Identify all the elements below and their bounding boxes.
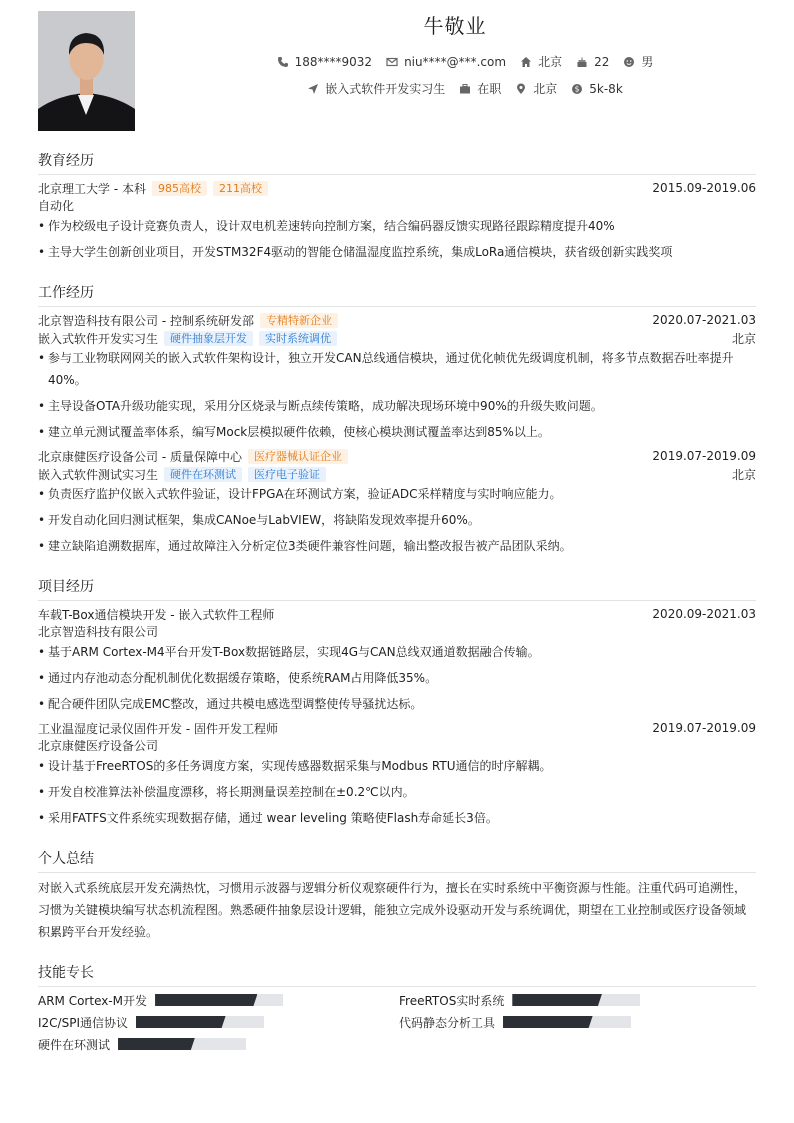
email-item [386,55,506,69]
skill-item [399,1014,631,1030]
skill-name: ARM Cortex-M开发 [38,993,148,1008]
job-city: 北京 [731,467,756,482]
role-tag: 医疗电子验证 [248,467,326,482]
job-bullet-continuation: 40%。 [48,373,87,387]
project-date: 2020.09-2021.03 [652,607,756,621]
skill-name: FreeRTOS实时系统 [399,993,505,1008]
skill-bar-fill [155,994,257,1006]
job-role-row [38,465,756,483]
education-major: 自动化 [38,199,75,213]
home-city-text: 北京 [538,55,563,69]
project-bullet: • 基于ARM Cortex-M4平台开发T-Box数据链路层，实现4G与CAN总线双通道数据融合传输。 [38,641,738,663]
education-tag: 211高校 [213,181,268,196]
candidate-name: 牛敬业 [423,14,487,38]
gender-icon [623,56,635,68]
job-role: 嵌入式软件测试实习生 [38,467,159,482]
salary-icon [571,83,583,95]
svg-text:$: $ [574,84,580,94]
skill-bar [512,994,640,1006]
salary-item [571,82,623,96]
summary-title: 个人总结 [38,848,756,873]
gender-item [623,53,653,70]
job-role-row [38,329,756,347]
education-title: 教育经历 [38,150,756,175]
mail-icon [386,56,398,68]
role-tag: 硬件抽象层开发 [164,331,253,346]
job-header-row [38,311,756,329]
skill-bar [503,1016,631,1028]
job-bullet: • 建立缺陷追溯数据库，通过故障注入分析定位3类硬件兼容性问题，输出整改报告被产品团队采纳。 [38,535,738,557]
role-tag: 硬件在环测试 [164,467,242,482]
contact-row [136,53,794,70]
project-name: 车载T-Box通信模块开发 - 嵌入式软件工程师 [38,607,275,622]
skill-item [38,992,283,1008]
email-text: niu****@***.com [404,54,507,69]
company-tag: 专精特新企业 [260,313,338,328]
briefcase-icon [459,83,471,95]
skill-bar-fill [503,1016,593,1028]
phone-item [277,55,372,69]
project-company: 北京智造科技有限公司 [38,625,159,639]
job-role: 嵌入式软件开发实习生 [38,331,159,346]
project-bullet: • 开发自校准算法补偿温度漂移，将长期测量误差控制在±0.2℃以内。 [38,781,738,803]
home-city-item [520,53,562,70]
job-city: 北京 [731,331,756,346]
project-header-row [38,605,756,623]
skill-bar [136,1016,264,1028]
school-line: 北京理工大学 - 本科 [38,181,146,196]
target-city-item [515,80,557,97]
skill-name: 代码静态分析工具 [399,1015,496,1030]
home-icon [520,56,532,68]
status-item [459,80,501,97]
send-icon [307,83,319,95]
company-line: 北京康健医疗设备公司 - 质量保障中心 [38,449,242,464]
work-title: 工作经历 [38,282,756,307]
job-bullet: • 开发自动化回归测试框架，集成CANoe与LabVIEW，将缺陷发现效率提升60%。 [38,509,738,531]
phone-icon [277,56,289,68]
status-text: 在职 [477,82,502,96]
job-date: 2020.07-2021.03 [652,313,756,327]
target-position-text: 嵌入式软件开发实习生 [325,82,446,96]
project-bullet: • 配合硬件团队完成EMC整改，通过共模电感选型调整使传导骚扰达标。 [38,693,738,715]
gender-text: 男 [641,55,654,69]
skills-title: 技能专长 [38,962,756,987]
company-line: 北京智造科技有限公司 - 控制系统研发部 [38,313,254,328]
skill-item [399,992,640,1008]
project-bullet: • 采用FATFS文件系统实现数据存储，通过 wear leveling 策略使Flash寿命延长3倍。 [38,807,738,829]
salary-text: 5k-8k [589,81,623,96]
job-header-row [38,447,756,465]
skill-item [38,1014,264,1030]
job-bullet: • 主导设备OTA升级功能实现，采用分区烧录与断点续传策略，成功解决现场环境中90%的升级失败问题。 [38,395,738,417]
project-name: 工业温湿度记录仪固件开发 - 固件开发工程师 [38,721,278,736]
education-header-row [38,179,756,197]
skill-item [38,1036,246,1052]
company-tag: 医疗器械认证企业 [248,449,348,464]
age-item [576,55,609,69]
target-city-text: 北京 [533,82,558,96]
skill-bar [155,994,283,1006]
job-bullet: • 建立单元测试覆盖率体系，编写Mock层模拟硬件依赖，使核心模块测试覆盖率达到85%以上。 [38,421,738,443]
education-bullet: • 作为校级电子设计竞赛负责人，设计双电机差速转向控制方案，结合编码器反馈实现路径跟踪精度提升40% [38,215,738,237]
skill-bar-fill [118,1038,195,1050]
job-bullet: • 负责医疗监护仪嵌入式软件验证，设计FPGA在环测试方案，验证ADC采样精度与实时响应能力。 [38,483,738,505]
skill-name: 硬件在环测试 [38,1037,111,1052]
skill-bar-fill [136,1016,226,1028]
job-date: 2019.07-2019.09 [652,449,756,463]
education-date: 2015.09-2019.06 [652,181,756,195]
cake-icon [576,56,588,68]
role-tag: 实时系统调优 [259,331,337,346]
project-header-row [38,719,756,737]
projects-title: 项目经历 [38,576,756,601]
job-bullet: • 参与工业物联网网关的嵌入式软件架构设计，独立开发CAN总线通信模块，通过优化帧优先级调度机制，将多节点数据吞吐率提升 [38,347,738,369]
project-date: 2019.07-2019.09 [652,721,756,735]
skill-bar-fill [512,994,602,1006]
summary-text: 对嵌入式系统底层开发充满热忱，习惯用示波器与逻辑分析仪观察硬件行为，擅长在实时系统中平衡资源与性能。注重代码可追溯性，习惯为关键模块编写状态机流程图。熟悉硬件抽象层设计逻辑，能独立完成外设驱动开发与系统调优，期望在工业控制或医疗设备领域积累跨平台开发经验。 [38,881,747,939]
education-bullet: • 主导大学生创新创业项目，开发STM32F4驱动的智能仓储温湿度监控系统，集成LoRa通信模块，获省级创新实践奖项 [38,241,738,263]
age-text: 22 [594,54,610,69]
location-icon [515,83,527,95]
project-bullet: • 通过内存池动态分配机制优化数据缓存策略，使系统RAM占用降低35%。 [38,667,738,689]
project-bullet: • 设计基于FreeRTOS的多任务调度方案，实现传感器数据采集与Modbus RTU通信的时序解耦。 [38,755,738,777]
project-company: 北京康健医疗设备公司 [38,739,159,753]
education-tag: 985高校 [152,181,207,196]
phone-text: 188****9032 [294,54,373,69]
skill-bar [118,1038,246,1050]
job-intent-row [136,80,794,97]
target-position-item [307,80,445,97]
skill-name: I2C/SPI通信协议 [38,1015,128,1030]
